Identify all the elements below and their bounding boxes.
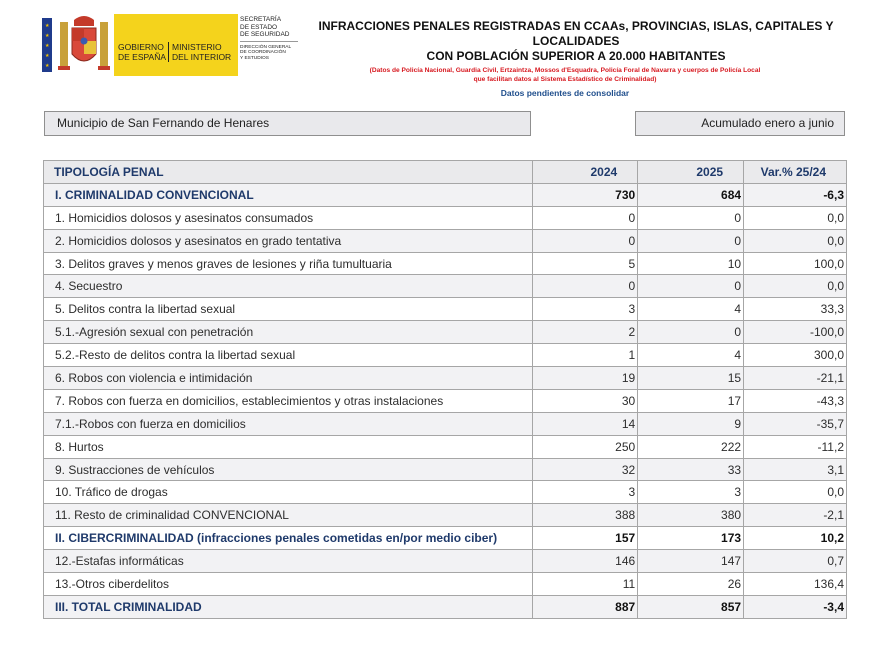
direction-line-3: Y ESTUDIOS [240, 55, 269, 61]
row-label: 10. Tráfico de drogas [44, 481, 533, 504]
row-value-2024: 14 [533, 412, 638, 435]
sources-line-2: que facilitan datos al Sistema Estadístico de Criminalidad) [473, 76, 657, 83]
row-value-2025: 4 [638, 344, 744, 367]
table-row [44, 252, 847, 275]
row-value-2025: 9 [638, 412, 744, 435]
table-row [44, 458, 847, 481]
table-row [44, 367, 847, 390]
secretary-line-3: DE SEGURIDAD [240, 31, 290, 38]
row-value-2024: 11 [533, 573, 638, 596]
row-value-2024: 388 [533, 504, 638, 527]
table-row [44, 206, 847, 229]
page-title [300, 19, 852, 64]
table-row [44, 275, 847, 298]
row-value-2025: 15 [638, 367, 744, 390]
row-variation: -43,3 [744, 389, 847, 412]
row-variation: 100,0 [744, 252, 847, 275]
row-variation: 0,0 [744, 206, 847, 229]
gov-line-1: GOBIERNO [118, 42, 164, 52]
row-label: I. CRIMINALIDAD CONVENCIONAL [44, 183, 533, 206]
row-variation: 33,3 [744, 298, 847, 321]
table-row [44, 481, 847, 504]
direction-line-1: DIRECCIÓN GENERAL [240, 44, 292, 50]
row-value-2024: 0 [533, 206, 638, 229]
period-box: Acumulado enero a junio [635, 111, 845, 136]
row-label: 5.2.-Resto de delitos contra la libertad sexual [44, 344, 533, 367]
secretary-block [240, 16, 298, 61]
row-value-2024: 730 [533, 183, 638, 206]
row-value-2025: 4 [638, 298, 744, 321]
row-label: III. TOTAL CRIMINALIDAD [44, 595, 533, 618]
row-label: 13.-Otros ciberdelitos [44, 573, 533, 596]
row-value-2025: 147 [638, 550, 744, 573]
row-label: 1. Homicidios dolosos y asesinatos consumados [44, 206, 533, 229]
table-row [44, 504, 847, 527]
sources-line-1: (Datos de Policía Nacional, Guardia Civil, Ertzaintza, Mossos d'Esquadra, Policía Foral de Navarra y cuerpos de Policía Local [369, 67, 761, 74]
row-label: 4. Secuestro [44, 275, 533, 298]
row-label: 7. Robos con fuerza en domicilios, establecimientos y otras instalaciones [44, 389, 533, 412]
coat-of-arms-icon [56, 14, 112, 76]
secretary-line-2: DE ESTADO [240, 23, 278, 31]
row-label: 12.-Estafas informáticas [44, 550, 533, 573]
row-value-2025: 0 [638, 275, 744, 298]
row-value-2025: 0 [638, 229, 744, 252]
table-row [44, 321, 847, 344]
row-variation: 0,0 [744, 275, 847, 298]
row-label: 2. Homicidios dolosos y asesinatos en grado tentativa [44, 229, 533, 252]
row-value-2025: 684 [638, 183, 744, 206]
government-logo [42, 14, 298, 78]
column-header-2024: 2024 [533, 161, 638, 184]
row-variation: -100,0 [744, 321, 847, 344]
row-variation: -6,3 [744, 183, 847, 206]
row-label: 8. Hurtos [44, 435, 533, 458]
direction-line-2: DE COORDINACIÓN [240, 50, 286, 56]
table-row [44, 550, 847, 573]
row-value-2024: 3 [533, 481, 638, 504]
data-sources-note [330, 66, 800, 84]
row-value-2024: 30 [533, 389, 638, 412]
row-variation: 0,0 [744, 229, 847, 252]
row-value-2025: 173 [638, 527, 744, 550]
column-header-variation: Var.% 25/24 [744, 161, 847, 184]
row-value-2025: 33 [638, 458, 744, 481]
row-label: 11. Resto de criminalidad CONVENCIONAL [44, 504, 533, 527]
row-variation: 0,0 [744, 481, 847, 504]
column-header-type: TIPOLOGÍA PENAL [44, 161, 533, 184]
row-value-2025: 17 [638, 389, 744, 412]
table-row [44, 573, 847, 596]
row-value-2025: 0 [638, 321, 744, 344]
row-value-2024: 1 [533, 344, 638, 367]
row-variation: 300,0 [744, 344, 847, 367]
table-row [44, 183, 847, 206]
row-value-2025: 3 [638, 481, 744, 504]
row-variation: -11,2 [744, 435, 847, 458]
row-value-2024: 0 [533, 275, 638, 298]
row-label: 3. Delitos graves y menos graves de lesiones y riña tumultuaria [44, 252, 533, 275]
table-row [44, 229, 847, 252]
row-label: II. CIBERCRIMINALIDAD (infracciones penales cometidas en/por medio ciber) [44, 527, 533, 550]
row-value-2025: 0 [638, 206, 744, 229]
row-variation: 3,1 [744, 458, 847, 481]
table-row [44, 527, 847, 550]
row-label: 5.1.-Agresión sexual con penetración [44, 321, 533, 344]
row-variation: -35,7 [744, 412, 847, 435]
row-value-2024: 250 [533, 435, 638, 458]
row-value-2024: 19 [533, 367, 638, 390]
row-value-2025: 26 [638, 573, 744, 596]
pending-note: Datos pendientes de consolidar [500, 88, 630, 98]
row-value-2025: 222 [638, 435, 744, 458]
table-body [44, 183, 847, 618]
row-variation: 10,2 [744, 527, 847, 550]
table-row [44, 435, 847, 458]
eu-flag-icon: ★ ★ ★ ★ ★ [42, 18, 52, 72]
row-value-2024: 146 [533, 550, 638, 573]
row-variation: 136,4 [744, 573, 847, 596]
row-label: 9. Sustracciones de vehículos [44, 458, 533, 481]
row-value-2024: 887 [533, 595, 638, 618]
row-variation: -21,1 [744, 367, 847, 390]
row-value-2024: 2 [533, 321, 638, 344]
table-row [44, 298, 847, 321]
row-value-2024: 3 [533, 298, 638, 321]
municipality-box: Municipio de San Fernando de Henares [44, 111, 531, 136]
gov-line-2: DE ESPAÑA [118, 52, 167, 62]
secretary-line-1: SECRETARÍA [240, 16, 282, 23]
row-value-2024: 32 [533, 458, 638, 481]
table-row [44, 412, 847, 435]
row-value-2025: 10 [638, 252, 744, 275]
row-value-2024: 157 [533, 527, 638, 550]
row-variation: -3,4 [744, 595, 847, 618]
title-line-1: INFRACCIONES PENALES REGISTRADAS EN CCAAs, PROVINCIAS, ISLAS, CAPITALES Y LOCALIDADES [318, 19, 834, 48]
title-line-2: CON POBLACIÓN SUPERIOR A 20.000 HABITANTES [426, 49, 726, 63]
table-header-row [44, 161, 847, 184]
ministry-line-2: DEL INTERIOR [172, 52, 232, 62]
row-value-2025: 380 [638, 504, 744, 527]
crime-table [43, 160, 847, 619]
row-label: 6. Robos con violencia e intimidación [44, 367, 533, 390]
table-row [44, 595, 847, 618]
row-label: 7.1.-Robos con fuerza en domicilios [44, 412, 533, 435]
row-variation: 0,7 [744, 550, 847, 573]
ministry-band [114, 14, 238, 76]
column-header-2025: 2025 [638, 161, 744, 184]
row-value-2024: 5 [533, 252, 638, 275]
row-variation: -2,1 [744, 504, 847, 527]
table-row [44, 389, 847, 412]
row-value-2025: 857 [638, 595, 744, 618]
ministry-line-1: MINISTERIO [172, 42, 222, 52]
table-row [44, 344, 847, 367]
row-value-2024: 0 [533, 229, 638, 252]
row-label: 5. Delitos contra la libertad sexual [44, 298, 533, 321]
